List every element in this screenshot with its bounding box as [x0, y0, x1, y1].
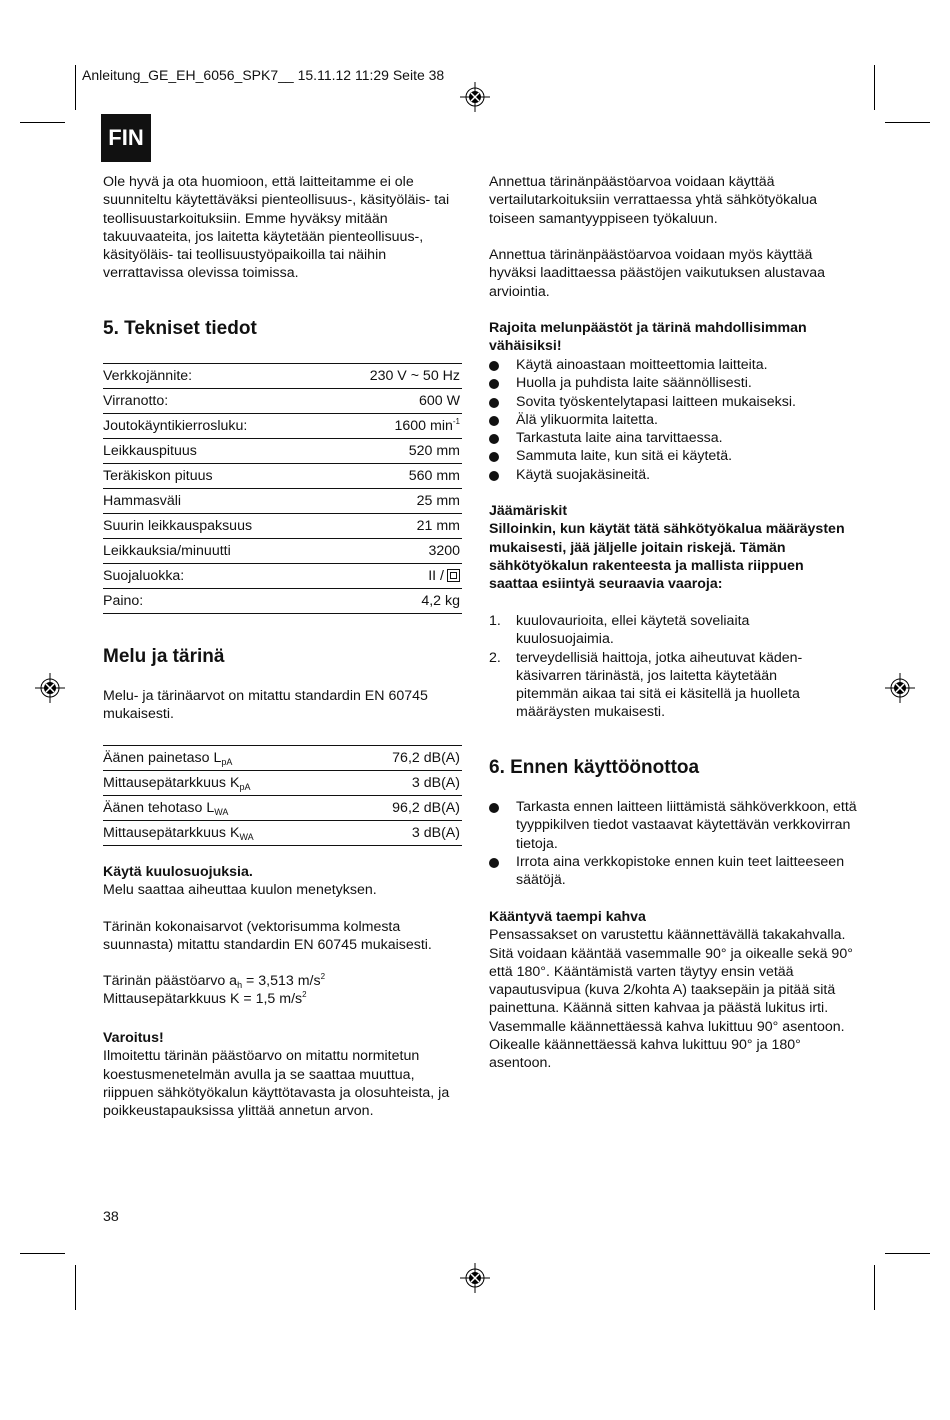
ear-protection-heading: Käytä kuulosuojuksia. [103, 864, 253, 880]
print-slug: Anleitung_GE_EH_6056_SPK7__ 15.11.12 11:29 Seite 38 [82, 67, 445, 83]
tech-heading: 5. Tekniset tiedot [103, 318, 257, 339]
noise-row [103, 771, 462, 796]
vibration-emission-unit-exponent: 2 [320, 972, 326, 981]
spec-row [103, 439, 462, 464]
list-item-text: terveydellisiä haittoja, jotka aiheutuvat käden-käsivarren tärinästä, jos laitetta käytetään pitemmän aikaa tai sitä ei käsitellä ja huolleta määräysten mukaisesti. [516, 649, 803, 721]
spec-value: 1600 min [394, 418, 453, 434]
noise-label-cell [103, 821, 349, 846]
vibration-emission-subscript: h [237, 980, 243, 990]
intro-paragraph: Ole hyvä ja ota huomioon, että laitteitamme ei ole suunniteltu käytettäväksi pienteollisuus-, käsityöläis- tai teollisuustarkoituksiin. Emme hyväksy mitään takuuvaateita, jos laitetta käytetään pienteollisuus-, käsityöläis- tai teollisuustyöpaikoilla tai näihin verrattavissa olevissa toimissa. [103, 174, 450, 282]
spec-row [103, 389, 462, 414]
ear-protection-block [103, 863, 463, 900]
list-item: Sammuta laite, kun sitä ei käytetä. [489, 447, 855, 465]
crop-mark [874, 65, 875, 110]
spec-row [103, 514, 462, 539]
limit-heading: Rajoita melunpäästöt ja tärinä mahdollisimman vähäisiksi! [489, 320, 807, 355]
spec-label: Leikkauksia/minuutti [103, 539, 326, 564]
crop-mark [20, 1253, 65, 1254]
registration-mark-icon [35, 673, 65, 703]
crop-mark [874, 1265, 875, 1310]
vibration-uncertainty-line [103, 990, 463, 1008]
registration-mark-icon [885, 673, 915, 703]
warning-heading: Varoitus! [103, 1030, 164, 1046]
list-item: Huolla ja puhdista laite säännöllisesti. [489, 374, 855, 392]
list-item: Tarkastuta laite aina tarvittaessa. [489, 429, 855, 447]
crop-mark [75, 1265, 76, 1310]
list-item-text: kuulovaurioita, ellei käytetä soveliaita kuulosuojaimia. [516, 613, 750, 648]
noise-value: 3 dB(A) [349, 771, 462, 796]
spec-label: Paino: [103, 589, 326, 614]
spec-value: 600 W [326, 389, 462, 414]
warning-block [103, 1029, 463, 1120]
spec-row [103, 564, 462, 589]
noise-label-cell [103, 796, 349, 821]
noise-label-cell [103, 771, 349, 796]
list-item: Tarkasta ennen laitteen liittämistä sähköverkkoon, että tyyppikilven tiedot vastaavat käytettävän verkkovirran tietoja. [489, 798, 859, 853]
noise-label-subscript: pA [239, 782, 251, 792]
crop-mark [20, 122, 65, 123]
noise-label-subscript: pA [221, 757, 233, 767]
spec-table [103, 363, 462, 614]
handle-text: Pensassakset on varustettu käännettävällä takakahvalla. Sitä voidaan kääntää vasemmalle 90° ja oikealle sekä 90° että 180°. Kääntämistä varten täytyy ensin vetää vapautusvipua (kuva 2/kohta A) taaksepäin ja pitää sitä painettuna. Käännä sitten kahvaa ja päästä lukitus irti. Vasemmalle käännettäessä kahva lukittuu 90° asentoon. Oikealle käännettäessä kahva lukittuu 90° ja 180° asentoon. [489, 927, 853, 1072]
startup-list [489, 798, 859, 889]
spec-value: 520 mm [326, 439, 462, 464]
noise-row [103, 821, 462, 846]
spec-label: Teräkiskon pituus [103, 464, 326, 489]
list-item: Käytä suojakäsineitä. [489, 466, 855, 484]
spec-value-exponent: -1 [452, 417, 460, 426]
startup-heading: 6. Ennen käyttöönottoa [489, 757, 700, 778]
spec-label: Hammasväli [103, 489, 326, 514]
noise-table [103, 745, 462, 846]
residual-risk-heading: Jäämäriskit [489, 503, 568, 519]
registration-mark-icon [460, 82, 490, 112]
noise-row [103, 796, 462, 821]
crop-mark [75, 65, 76, 110]
handle-block [489, 908, 855, 1073]
spec-row [103, 364, 462, 389]
noise-value: 3 dB(A) [349, 821, 462, 846]
spec-value: 230 V ~ 50 Hz [326, 364, 462, 389]
noise-label-subscript: WA [214, 807, 229, 817]
spec-value-cell [326, 414, 462, 439]
vibration-values [103, 972, 463, 1009]
spec-value: II / [428, 568, 444, 584]
crop-mark [885, 122, 930, 123]
vibration-total: Tärinän kokonaisarvot (vektorisumma kolmesta suunnasta) mitattu standardin EN 60745 mukaisesti. [103, 919, 432, 954]
spec-row [103, 539, 462, 564]
spec-label: Leikkauspituus [103, 439, 326, 464]
language-badge: FIN [101, 114, 151, 162]
noise-value: 96,2 dB(A) [349, 796, 462, 821]
spec-label: Virranotto: [103, 389, 326, 414]
noise-label: Mittausepätarkkuus K [103, 775, 240, 791]
noise-value: 76,2 dB(A) [349, 746, 462, 771]
spec-value: 25 mm [326, 489, 462, 514]
list-item: Älä ylikuormita laitetta. [489, 411, 855, 429]
handle-heading: Kääntyvä taempi kahva [489, 909, 646, 925]
spec-label: Suojaluokka: [103, 564, 326, 589]
spec-label: Verkkojännite: [103, 364, 326, 389]
spec-value: 4,2 kg [326, 589, 462, 614]
spec-value: 560 mm [326, 464, 462, 489]
list-item: Sovita työskentelytapasi laitteen mukaiseksi. [489, 393, 855, 411]
noise-label: Äänen tehotaso L [103, 800, 215, 816]
vibration-emission-value: = 3,513 m/s [242, 973, 321, 989]
spec-row [103, 414, 462, 439]
noise-row [103, 746, 462, 771]
spec-row [103, 464, 462, 489]
spec-row [103, 489, 462, 514]
comparison-paragraph: Annettua tärinänpäästöarvoa voidaan käyttää vertailutarkoituksiin verrattaessa yhtä sähkötyökalua toiseen samantyyppiseen työkaluun. [489, 174, 818, 227]
spec-row [103, 589, 462, 614]
noise-label: Mittausepätarkkuus K [103, 825, 240, 841]
noise-intro: Melu- ja tärinäarvot on mitattu standardin EN 60745 mukaisesti. [103, 688, 428, 723]
crop-mark [885, 1253, 930, 1254]
assessment-paragraph: Annettua tärinänpäästöarvoa voidaan myös käyttää hyväksi laadittaessa päästöjen vaikutuksen alustavaa arviointia. [489, 247, 825, 300]
warning-text: Ilmoitettu tärinän päästöarvo on mitattu normitetun koestusmenetelmän avulla ja se saattaa muuttua, riippuen sähkötyökalun käyttötavasta ja olosuhteista, ja poikkeustapauksissa ylittää annetun arvon. [103, 1048, 450, 1120]
list-item-number: 2. [489, 649, 501, 666]
risk-list [489, 612, 829, 722]
list-item: Irrota aina verkkopistoke ennen kuin teet laitteeseen säätöjä. [489, 853, 859, 890]
list-item: Käytä ainoastaan moitteettomia laitteita. [489, 356, 855, 374]
vibration-emission-prefix: Tärinän päästöarvo a [103, 973, 238, 989]
spec-label: Suurin leikkauspaksuus [103, 514, 326, 539]
noise-label-subscript: WA [239, 832, 254, 842]
spec-label: Joutokäyntikierrosluku: [103, 414, 326, 439]
limit-list [489, 356, 855, 484]
noise-label-cell [103, 746, 349, 771]
residual-risk-text: Silloinkin, kun käytät tätä sähkötyökalua määräysten mukaisesti, jää jäljelle joitain riskejä. Tämän sähkötyökalun rakenteesta ja mallista riippuen saattaa esiintyä seuraavia vaaroja: [489, 521, 845, 593]
list-item-number: 1. [489, 613, 501, 629]
registration-mark-icon [460, 1263, 490, 1293]
vibration-emission-line [103, 972, 463, 990]
ear-protection-text: Melu saattaa aiheuttaa kuulon menetyksen. [103, 882, 377, 899]
list-item [489, 612, 829, 649]
spec-value-cell [326, 564, 462, 589]
residual-risk-block [489, 502, 855, 593]
vibration-uncertainty-text: Mittausepätarkkuus K = 1,5 m/s [103, 991, 303, 1008]
page-number: 38 [103, 1209, 119, 1225]
noise-heading: Melu ja tärinä [103, 646, 225, 667]
noise-label: Äänen painetaso L [103, 750, 222, 766]
protection-class-2-icon [447, 569, 460, 582]
spec-value: 21 mm [326, 514, 462, 539]
vibration-uncertainty-exponent: 2 [302, 990, 307, 1000]
spec-value: 3200 [326, 539, 462, 564]
list-item [489, 649, 829, 722]
